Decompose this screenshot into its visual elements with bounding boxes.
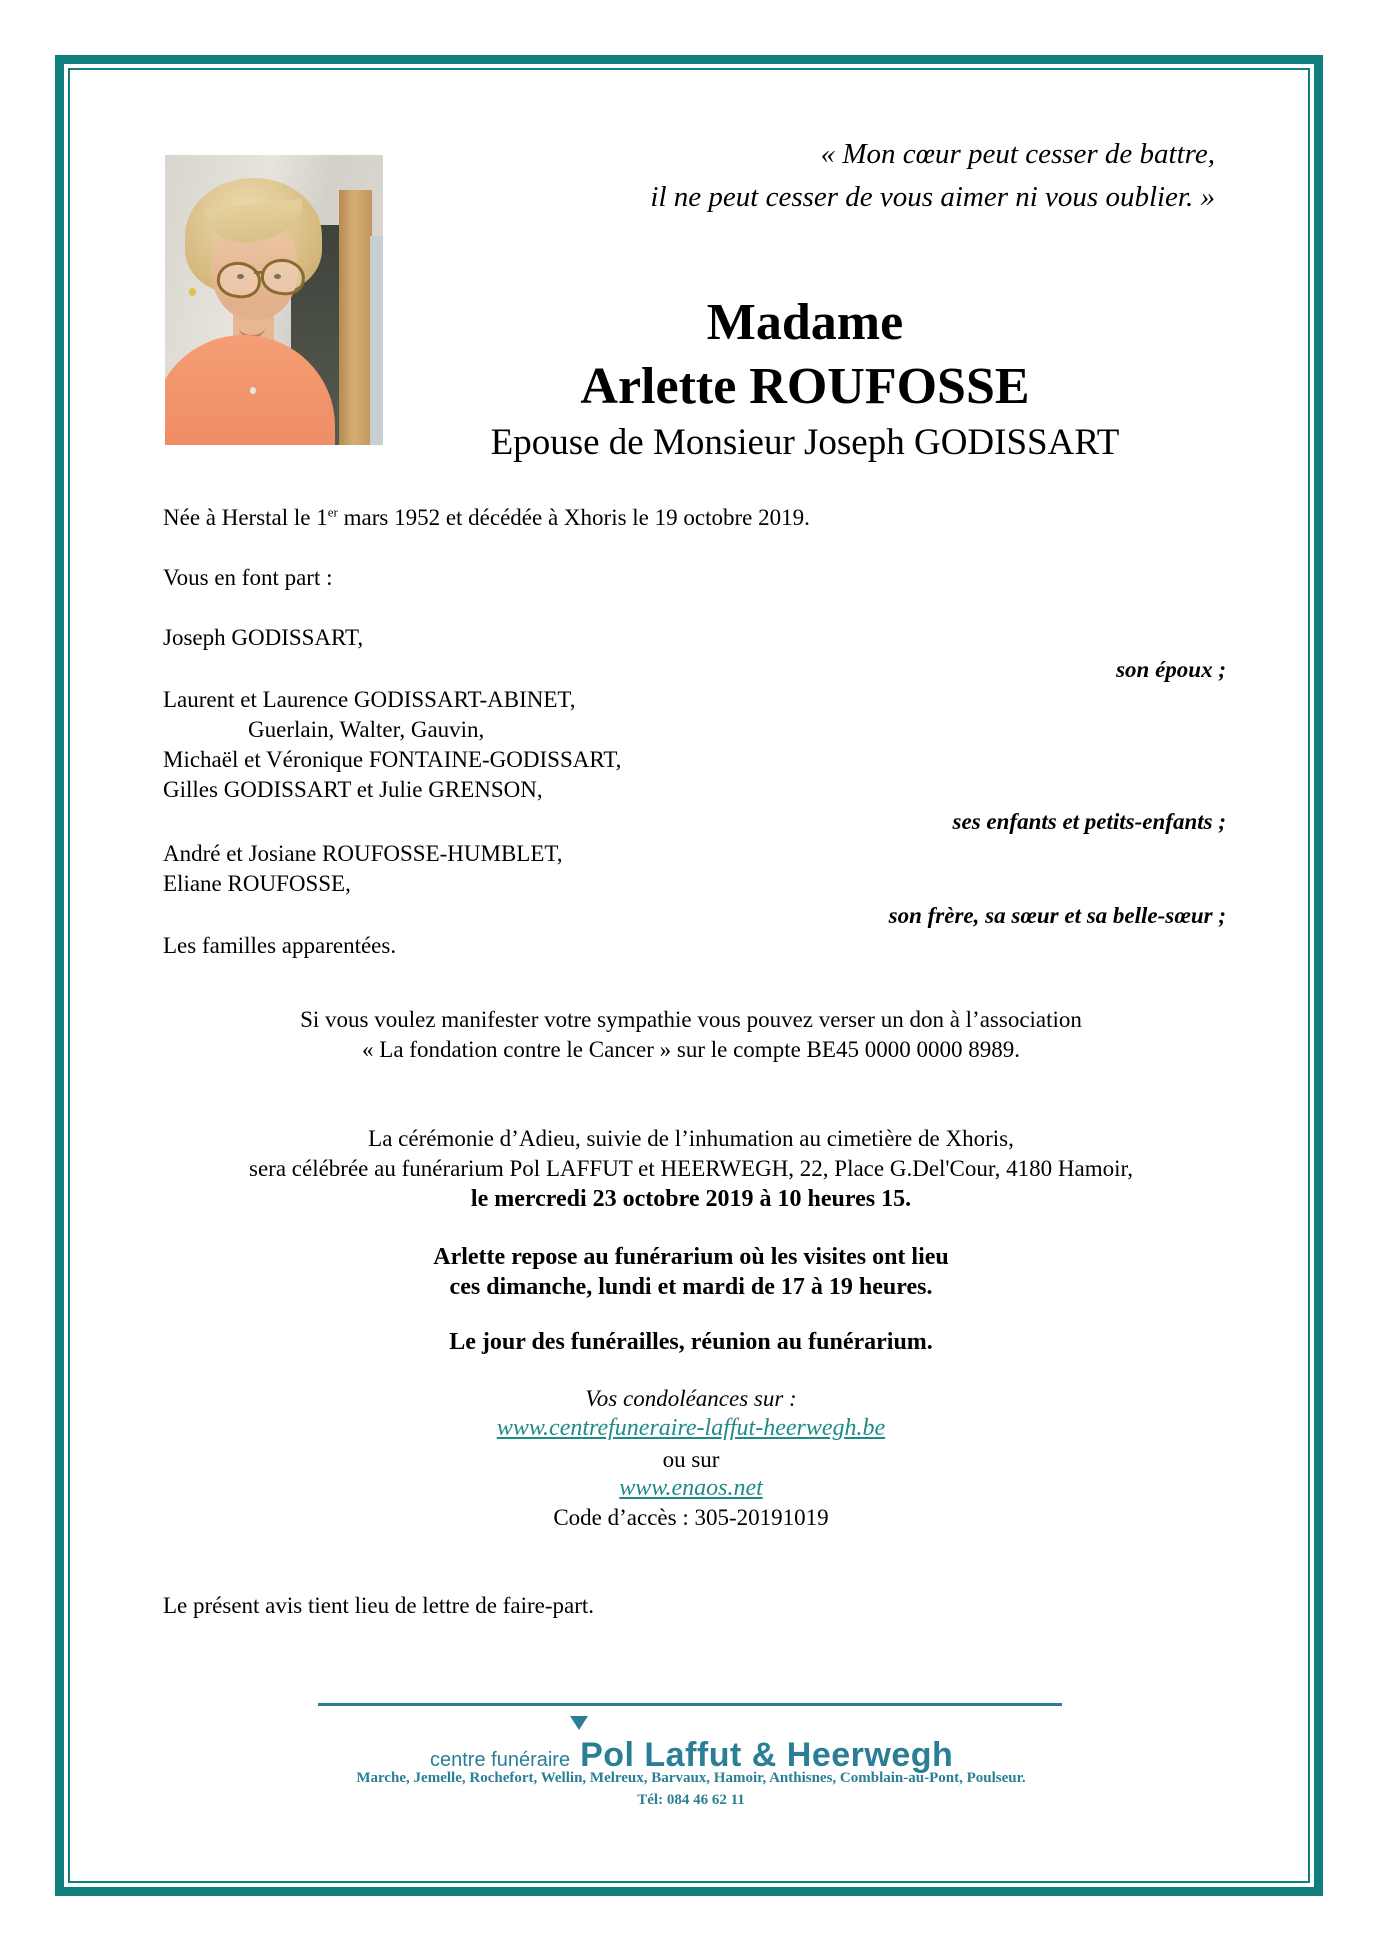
birth-post: mars 1952 et décédée à Xhoris le 19 octobre 2019.: [337, 505, 810, 530]
relation-label-husband: son époux ;: [1116, 657, 1226, 682]
ceremony-line-2: sera célébrée au funérarium Pol LAFFUT et HEERWEGH, 22, Place G.Del'Cour, 4180 Hamoir,: [249, 1156, 1133, 1181]
condolences-link1-row: [163, 1413, 1219, 1443]
family-child-line: Laurent et Laurence GODISSART-ABINET,: [163, 687, 576, 712]
ceremony-date-line: le mercredi 23 octobre 2019 à 10 heures 15.: [470, 1186, 912, 1212]
ceremony-line-1: La cérémonie d’Adieu, suivie de l’inhumation au cimetière de Xhoris,: [368, 1126, 1014, 1151]
photo-glasses-bridge: [254, 271, 264, 274]
visits-line-1: Arlette repose au funérarium où les visites ont lieu: [433, 1244, 949, 1270]
birth-death-line: [163, 503, 810, 533]
announce-line: Vous en font part :: [163, 565, 333, 590]
footer-phone: Tél: 084 46 62 11: [637, 1792, 745, 1808]
condolences-link-2[interactable]: www.enaos.net: [619, 1475, 763, 1501]
family-sibling-line: André et Josiane ROUFOSSE-HUMBLET,: [163, 841, 563, 866]
relation-label-children: ses enfants et petits-enfants ;: [952, 809, 1226, 834]
brand-prefix: centre funéraire: [430, 1749, 571, 1771]
family-grandchildren-line: Guerlain, Walter, Gauvin,: [248, 717, 485, 742]
footer-locations: Marche, Jemelle, Rochefort, Wellin, Melreux, Barvaux, Hamoir, Anthisnes, Comblain-au-Pont, Poulseur.: [356, 1770, 1026, 1786]
brand-name: Pol Laffut & Heerwegh: [580, 1736, 954, 1774]
condolences-or: ou sur: [662, 1447, 720, 1472]
deceased-name: Arlette ROUFOSSE: [580, 358, 1030, 415]
quote-line-2: il ne peut cesser de vous aimer ni vous oublier. »: [650, 181, 1215, 213]
photo-necklace-pendant: [250, 387, 256, 394]
related-families-line: Les familles apparentées.: [163, 933, 397, 958]
condolences-link2-row: [163, 1473, 1219, 1503]
access-code-line: Code d’accès : 305-20191019: [553, 1505, 829, 1530]
family-sibling-line: Eliane ROUFOSSE,: [163, 871, 351, 896]
spouse-subtitle: Epouse de Monsieur Joseph GODISSART: [490, 422, 1120, 463]
quote-line-1: « Mon cœur peut cesser de battre,: [820, 138, 1215, 170]
photo-wood-frame: [339, 190, 372, 445]
family-child-line: Gilles GODISSART et Julie GRENSON,: [163, 777, 543, 802]
donation-line-2: « La fondation contre le Cancer » sur le compte BE45 0000 0000 8989.: [362, 1037, 1020, 1062]
footer-divider: [318, 1703, 1062, 1706]
photo-right-edge: [370, 236, 383, 445]
birth-superscript: er: [327, 504, 338, 520]
condolences-link-1[interactable]: www.centrefuneraire-laffut-heerwegh.be: [496, 1415, 886, 1441]
notice-line: Le présent avis tient lieu de lettre de faire-part.: [163, 1593, 595, 1618]
brand-triangle-icon: [570, 1716, 588, 1730]
title-madame: Madame: [706, 294, 904, 351]
portrait-photo: [165, 155, 383, 445]
memorial-quote: [650, 133, 1215, 219]
birth-pre: Née à Herstal le 1: [163, 505, 328, 530]
condolences-intro: Vos condoléances sur :: [585, 1386, 797, 1411]
family-child-line: Michaël et Véronique FONTAINE-GODISSART,: [163, 747, 622, 772]
relation-label-siblings: son frère, sa sœur et sa belle-sœur ;: [888, 903, 1226, 928]
family-husband: Joseph GODISSART,: [163, 625, 364, 650]
donation-line-1: Si vous voulez manifester votre sympathie vous pouvez verser un don à l’association: [300, 1007, 1082, 1032]
funeral-day-line: Le jour des funérailles, réunion au funérarium.: [449, 1329, 933, 1355]
visits-line-2: ces dimanche, lundi et mardi de 17 à 19 heures.: [449, 1274, 933, 1300]
title-block: [395, 291, 1215, 467]
